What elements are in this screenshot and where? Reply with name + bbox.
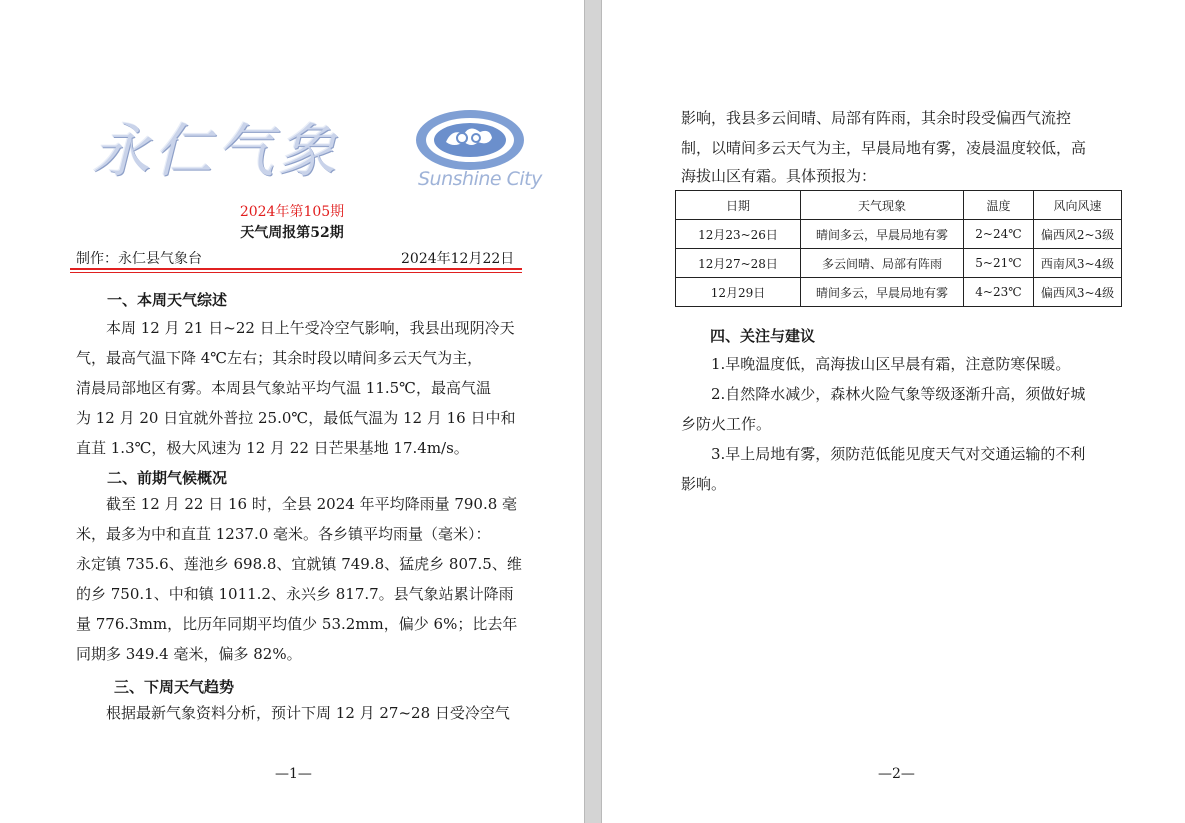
table-cell: 偏西风2~3级: [1034, 220, 1122, 249]
table-cell: 4~23℃: [964, 278, 1034, 307]
report-name: 天气周报第52期: [240, 225, 344, 241]
table-cell: 12月27~28日: [676, 249, 801, 278]
text-line: 米，最多为中和直苴 1237.0 毫米。各乡镇平均雨量（毫米）：: [76, 525, 491, 543]
section-body-1: [76, 313, 515, 463]
table-header-cell: 日期: [676, 191, 801, 220]
text-line: 的乡 750.1、中和镇 1011.2、永兴乡 817.7。县气象站累计降雨: [76, 585, 514, 603]
text-line: 制，以晴间多云天气为主，早晨局地有雾，凌晨温度较低，高: [681, 139, 1087, 157]
text-line: 影响，我县多云间晴、局部有阵雨，其余时段受偏西气流控: [681, 109, 1072, 127]
table-cell: 12月23~26日: [676, 220, 801, 249]
logo-text: Sunshine City: [418, 168, 542, 190]
text-line: 截至 12 月 22 日 16 时，全县 2024 年平均降雨量 790.8 毫: [106, 495, 518, 513]
table-row: [676, 220, 1122, 249]
page-gap: [584, 0, 602, 823]
text-line: 3.早上局地有雾，须防范低能见度天气对交通运输的不利: [711, 445, 1086, 463]
masthead-title: 永仁气象: [92, 117, 341, 185]
section-heading-1: 一、本周天气综述: [107, 291, 228, 309]
maker-label: 制作：永仁县气象台: [76, 251, 202, 267]
table-cell: 5~21℃: [964, 249, 1034, 278]
section-heading-4: 四、关注与建议: [710, 327, 816, 345]
table-cell: 2~24℃: [964, 220, 1034, 249]
text-line: 同期多 349.4 毫米，偏多 82%。: [76, 645, 302, 663]
text-line: 直苴 1.3℃，极大风速为 12 月 22 日芒果基地 17.4m/s。: [76, 439, 469, 457]
text-line: 海拔山区有霜。具体预报为：: [681, 167, 877, 185]
text-line: 2.自然降水减少，森林火险气象等级逐渐升高，须做好城: [711, 385, 1086, 403]
text-line: 1.早晚温度低，高海拔山区早晨有霜，注意防寒保暖。: [711, 355, 1071, 373]
issue-number: 2024年第105期: [239, 204, 345, 220]
table-cell: 晴间多云，早晨局地有雾: [801, 220, 964, 249]
section-heading-3: 三、下周天气趋势: [114, 678, 235, 696]
text-line: 根据最新气象资料分析，预计下周 12 月 27~28 日受冷空气: [106, 704, 510, 722]
document-page-1: [0, 0, 584, 823]
forecast-table: [675, 190, 1122, 307]
text-line: 影响。: [681, 475, 727, 493]
table-row: [676, 278, 1122, 307]
table-header-cell: 温度: [964, 191, 1034, 220]
table-header-row: [676, 191, 1122, 220]
text-line: 永定镇 735.6、莲池乡 698.8、宜就镇 749.8、猛虎乡 807.5、维: [76, 555, 522, 573]
header-rule: [70, 268, 522, 270]
table-cell: 12月29日: [676, 278, 801, 307]
issue-date: 2024年12月22日: [401, 251, 515, 267]
section-body-4: [681, 349, 1085, 499]
document-page-2: [602, 0, 1185, 823]
table-cell: 晴间多云，早晨局地有雾: [801, 278, 964, 307]
header-rule-thin: [70, 272, 522, 273]
page-number: —2—: [878, 766, 915, 782]
section-heading-2: 二、前期气候概况: [107, 469, 228, 487]
text-line: 清晨局部地区有雾。本周县气象站平均气温 11.5℃，最高气温: [76, 379, 491, 397]
text-line: 气，最高气温下降 4℃左右；其余时段以晴间多云天气为主，: [76, 349, 483, 367]
page-number: —1—: [275, 766, 312, 782]
table-cell: 偏西风3~4级: [1034, 278, 1122, 307]
section-body-2: [76, 489, 522, 669]
table-row: [676, 249, 1122, 278]
table-header-cell: 风向风速: [1034, 191, 1122, 220]
text-line: 本周 12 月 21 日~22 日上午受冷空气影响，我县出现阴冷天: [106, 319, 515, 337]
table-header-cell: 天气现象: [801, 191, 964, 220]
text-line: 为 12 月 20 日宜就外普拉 25.0℃，最低气温为 12 月 16 日中和: [76, 409, 516, 427]
text-line: 乡防火工作。: [681, 415, 772, 433]
text-line: 量 776.3mm，比历年同期平均值少 53.2mm，偏少 6%；比去年: [76, 615, 518, 633]
table-cell: 西南风3~4级: [1034, 249, 1122, 278]
section-body-3-start: [76, 698, 510, 728]
section-body-3-cont: [681, 103, 1086, 189]
table-cell: 多云间晴、局部有阵雨: [801, 249, 964, 278]
